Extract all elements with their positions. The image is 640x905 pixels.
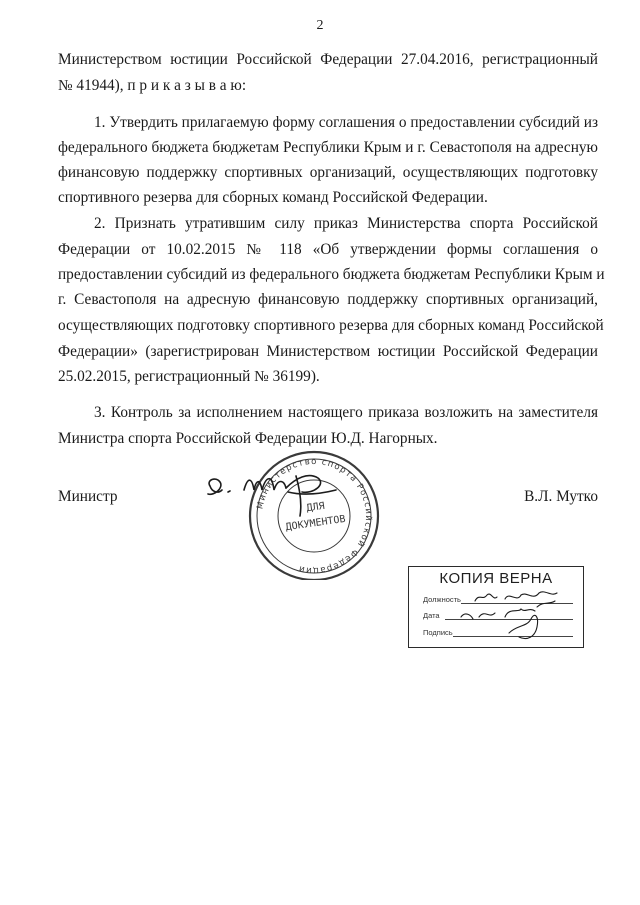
seal-center-bottom: ДОКУМЕНТОВ	[285, 513, 347, 534]
copy-certified-stamp	[408, 566, 584, 648]
text-line: федерального бюджета бюджетам Республики Крым и г. Севастополя на адресную	[58, 139, 598, 156]
signature-position-label: Министр	[58, 488, 118, 505]
text-line: 1. Утвердить прилагаемую форму соглашения о предоставлении субсидий из	[94, 114, 598, 131]
text-line: 2. Признать утратившим силу приказ Министерства спорта Российской	[94, 215, 598, 232]
text-line: осуществляющих подготовку спортивного резерва для сборных команд Российской	[58, 317, 604, 334]
signatory-name: В.Л. Мутко	[524, 488, 598, 505]
text-line: 3. Контроль за исполнением настоящего приказа возложить на заместителя	[94, 404, 598, 421]
text-line: Министра спорта Российской Федерации Ю.Д. Нагорных.	[58, 430, 438, 447]
seal-ring-text: Министерство спорта Российской Федерации	[255, 456, 374, 576]
stamp-field-date: Дата	[423, 611, 440, 620]
text-line: финансовую поддержку спортивных организаций, осуществляющих подготовку	[58, 164, 598, 181]
seal-center-top: ДЛЯ	[305, 500, 326, 515]
text-line: г. Севастополя на адресную финансовую поддержку спортивных организаций,	[58, 291, 598, 308]
text-line: Федерации от 10.02.2015 № 118 «Об утверждении формы соглашения о	[58, 241, 598, 258]
official-seal	[250, 452, 378, 580]
text-line: Федерации» (зарегистрирован Министерством юстиции Российской Федерации	[58, 343, 598, 360]
stamp-title: КОПИЯ ВЕРНА	[439, 570, 553, 587]
text-line: № 41944), п р и к а з ы в а ю:	[58, 77, 247, 94]
text-line: 25.02.2015, регистрационный № 36199).	[58, 368, 320, 385]
page-number: 2	[316, 18, 324, 33]
text-line: предоставлении субсидий из федерального бюджета бюджетам Республики Крым и	[58, 266, 605, 283]
stamp-handwriting	[409, 567, 583, 647]
stamp-field-position: Должность	[423, 595, 461, 604]
signature-and-seal	[196, 450, 406, 580]
stamp-field-signature: Подпись	[423, 628, 453, 637]
text-line: Министерством юстиции Российской Федерации 27.04.2016, регистрационный	[58, 51, 598, 68]
text-line: спортивного резерва для сборных команд Российской Федерации.	[58, 189, 488, 206]
